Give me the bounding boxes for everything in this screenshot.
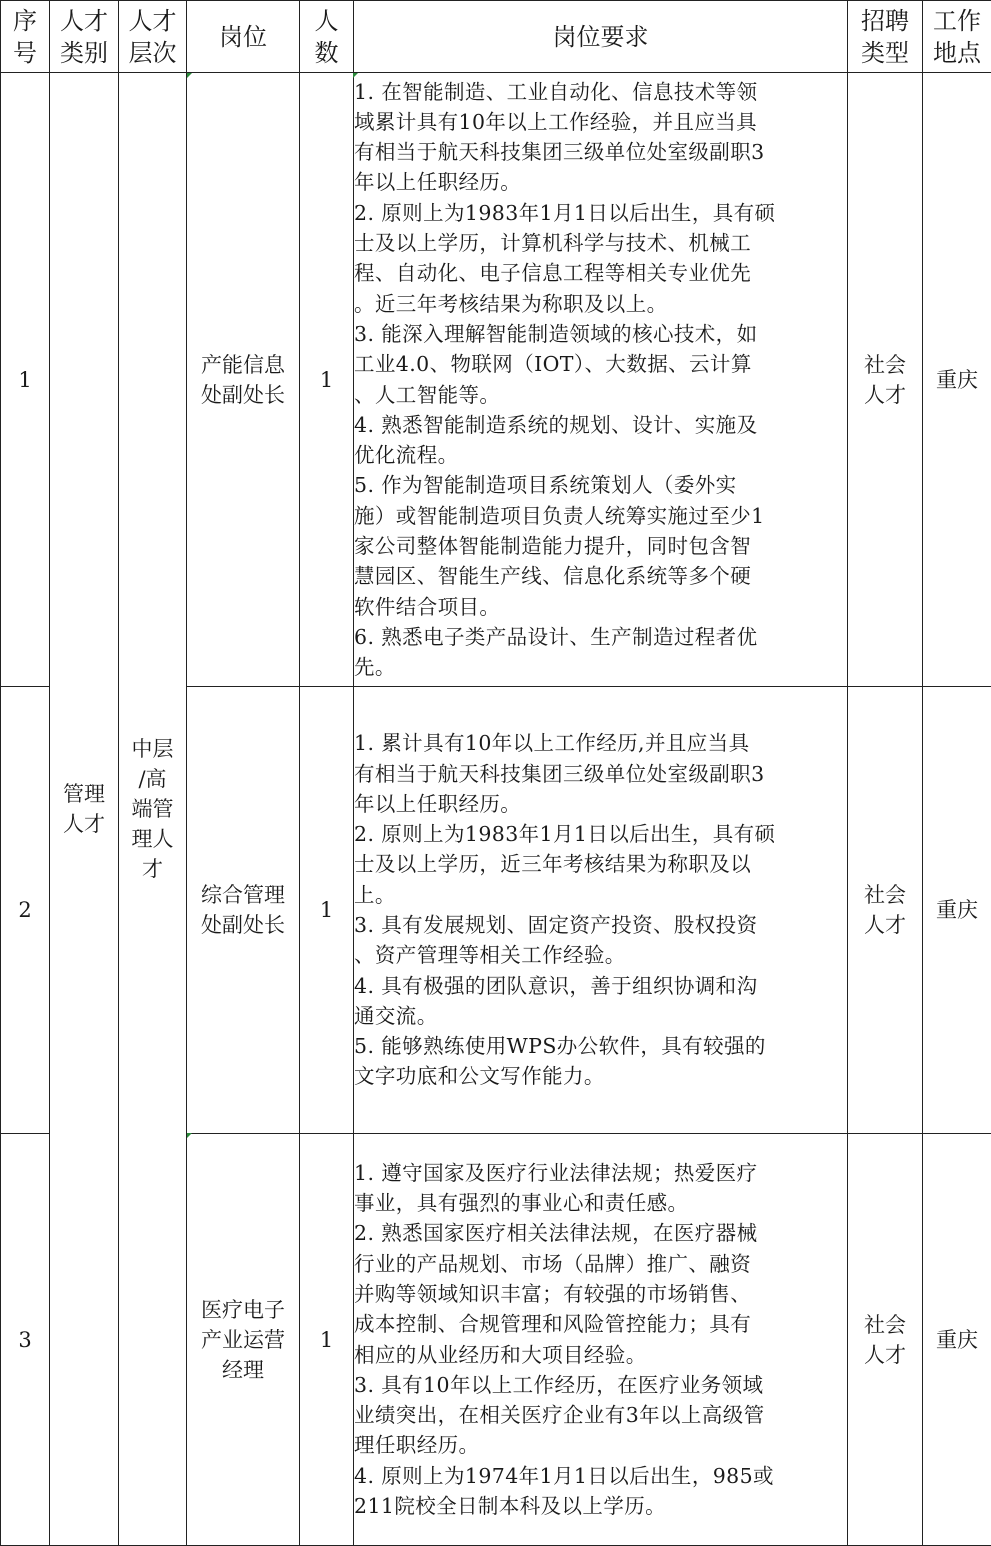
requirement-line: 5. 作为智能制造项目系统策划人（委外实 <box>354 470 847 500</box>
row-requirements <box>354 1134 848 1546</box>
requirement-line: 年以上任职经历。 <box>354 789 847 819</box>
row-seq: 1 <box>1 73 50 687</box>
row-requirements <box>354 73 848 687</box>
requirement-line: 工业4.0、物联网（IOT）、大数据、云计算 <box>354 349 847 379</box>
requirement-line: 理任职经历。 <box>354 1430 847 1460</box>
requirement-line: 。近三年考核结果为称职及以上。 <box>354 289 847 319</box>
requirement-line: 上。 <box>354 880 847 910</box>
requirement-line: 行业的产品规划、市场（品牌）推广、融资 <box>354 1249 847 1279</box>
requirement-line: 3. 能深入理解智能制造领域的核心技术，如 <box>354 319 847 349</box>
header-category: 人才 类别 <box>50 1 119 73</box>
requirement-line: 先。 <box>354 652 847 682</box>
header-recruit-type: 招聘 类型 <box>848 1 923 73</box>
requirement-line: 1. 累计具有10年以上工作经历,并且应当具 <box>354 728 847 758</box>
requirement-line: 2. 熟悉国家医疗相关法律法规，在医疗器械 <box>354 1218 847 1248</box>
row-location: 重庆 <box>923 687 991 1134</box>
header-position: 岗位 <box>187 1 300 73</box>
requirement-line: 211院校全日制本科及以上学历。 <box>354 1491 847 1521</box>
requirement-line: 2. 原则上为1983年1月1日以后出生，具有硕 <box>354 819 847 849</box>
cell-corner-mark <box>353 73 358 78</box>
requirement-line: 施）或智能制造项目负责人统筹实施过至少1 <box>354 501 847 531</box>
header-requirements: 岗位要求 <box>354 1 848 73</box>
talent-level: 中层 /高 端管 理人 才 <box>119 73 187 1546</box>
requirement-line: 相应的从业经历和大项目经验。 <box>354 1340 847 1370</box>
header-row <box>1 1 991 73</box>
requirement-line: 文字功底和公文写作能力。 <box>354 1061 847 1091</box>
row-requirements <box>354 687 848 1134</box>
header-location: 工作 地点 <box>923 1 991 73</box>
requirement-line: 软件结合项目。 <box>354 592 847 622</box>
requirement-line: 3. 具有发展规划、固定资产投资、股权投资 <box>354 910 847 940</box>
requirement-line: 优化流程。 <box>354 440 847 470</box>
requirement-line: 成本控制、合规管理和风险管控能力；具有 <box>354 1309 847 1339</box>
requirement-line: 6. 熟悉电子类产品设计、生产制造过程者优 <box>354 622 847 652</box>
row-location: 重庆 <box>923 1134 991 1546</box>
requirement-line: 域累计具有10年以上工作经验，并且应当具 <box>354 107 847 137</box>
requirement-line: 5. 能够熟练使用WPS办公软件，具有较强的 <box>354 1031 847 1061</box>
requirement-line: 并购等领域知识丰富；有较强的市场销售、 <box>354 1279 847 1309</box>
header-seq: 序 号 <box>1 1 50 73</box>
requirement-line: 通交流。 <box>354 1001 847 1031</box>
header-level: 人才 层次 <box>119 1 187 73</box>
requirement-line: 有相当于航天科技集团三级单位处室级副职3 <box>354 137 847 167</box>
row-location: 重庆 <box>923 73 991 687</box>
cell-corner-mark <box>187 1133 192 1138</box>
requirement-line: 4. 原则上为1974年1月1日以后出生，985或 <box>354 1461 847 1491</box>
requirement-line: 业绩突出，在相关医疗企业有3年以上高级管 <box>354 1400 847 1430</box>
row-count: 1 <box>300 687 354 1134</box>
requirement-line: 慧园区、智能生产线、信息化系统等多个硬 <box>354 561 847 591</box>
requirement-line: 年以上任职经历。 <box>354 167 847 197</box>
requirement-line: 1. 在智能制造、工业自动化、信息技术等领 <box>354 77 847 107</box>
requirement-line: 、资产管理等相关工作经验。 <box>354 940 847 970</box>
requirement-line: 1. 遵守国家及医疗行业法律法规；热爱医疗 <box>354 1158 847 1188</box>
row-seq: 3 <box>1 1134 50 1546</box>
row-position: 综合管理 处副处长 <box>187 687 300 1134</box>
requirement-line: 士及以上学历，近三年考核结果为称职及以 <box>354 849 847 879</box>
row-count: 1 <box>300 73 354 687</box>
talent-category: 管理 人才 <box>50 73 119 1546</box>
header-count: 人 数 <box>300 1 354 73</box>
requirement-line: 程、自动化、电子信息工程等相关专业优先 <box>354 258 847 288</box>
cell-corner-mark <box>187 73 192 78</box>
row-recruit-type: 社会 人才 <box>848 1134 923 1546</box>
requirement-line: 士及以上学历，计算机科学与技术、机械工 <box>354 228 847 258</box>
requirement-line: 家公司整体智能制造能力提升，同时包含智 <box>354 531 847 561</box>
row-position: 医疗电子 产业运营 经理 <box>187 1134 300 1546</box>
requirement-line: 4. 具有极强的团队意识，善于组织协调和沟 <box>354 971 847 1001</box>
requirement-line: 有相当于航天科技集团三级单位处室级副职3 <box>354 759 847 789</box>
row-recruit-type: 社会 人才 <box>848 687 923 1134</box>
row-position: 产能信息 处副处长 <box>187 73 300 687</box>
requirement-line: 4. 熟悉智能制造系统的规划、设计、实施及 <box>354 410 847 440</box>
requirement-line: 2. 原则上为1983年1月1日以后出生，具有硕 <box>354 198 847 228</box>
requirement-line: 事业，具有强烈的事业心和责任感。 <box>354 1188 847 1218</box>
requirement-line: 、人工智能等。 <box>354 380 847 410</box>
table-row <box>1 73 991 687</box>
row-count: 1 <box>300 1134 354 1546</box>
row-seq: 2 <box>1 687 50 1134</box>
row-recruit-type: 社会 人才 <box>848 73 923 687</box>
requirement-line: 3. 具有10年以上工作经历，在医疗业务领域 <box>354 1370 847 1400</box>
